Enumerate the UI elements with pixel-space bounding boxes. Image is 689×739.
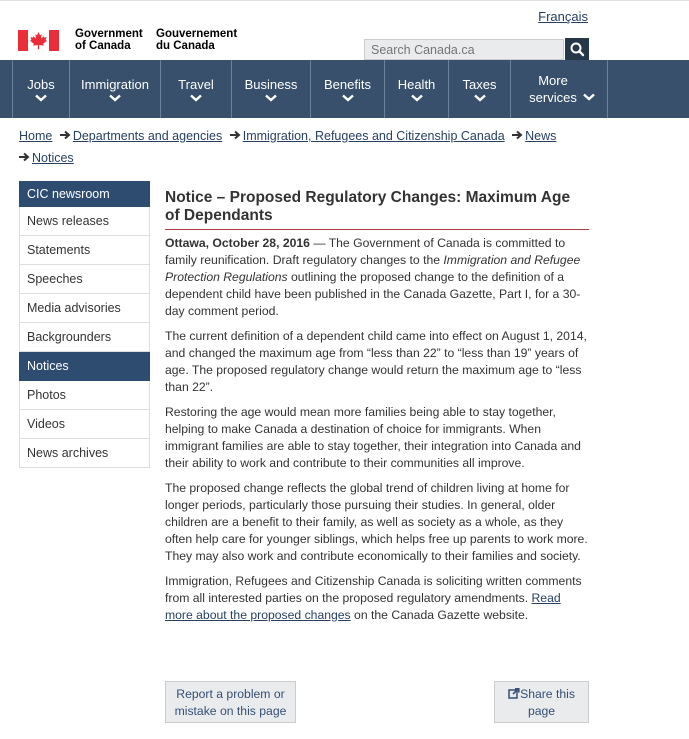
sidebar-newsroom [19,181,150,468]
chevron-down-icon [35,94,47,102]
chevron-down-icon [190,94,202,102]
share-icon [508,688,520,699]
nav-item-label: Health [397,76,436,92]
nav-item-taxes[interactable] [448,60,510,118]
regulation-title: Immigration and Refugee Protection Regulations [165,253,581,284]
share-label: Share this page [520,687,575,718]
arrow-right-icon [19,152,30,162]
nav-item-immigration[interactable] [69,60,160,118]
paragraph-text: outlining the proposed change to the definition of a dependent child have been published in the Canada Gazette, Part I, for a 30-day comment period. [165,270,581,318]
nav-item-label: More services [529,73,577,105]
breadcrumb-news[interactable]: News [525,129,557,143]
sidebar-item-notices[interactable]: Notices [19,352,150,381]
breadcrumb [19,125,619,169]
nav-item-benefits[interactable] [310,60,384,118]
arrow-right-icon [512,130,523,140]
chevron-down-icon [109,94,121,102]
nav-item-label: Immigration [81,76,149,92]
signature-en-line2: of Canada [75,40,131,52]
sidebar-item-media-advisories[interactable]: Media advisories [19,294,150,323]
article-paragraph-3: Restoring the age would mean more families being able to stay together, helping to make Canada a destination of choice for immigrants. When immigrant families are able to stay together, their integration into Canada and their ability to work and contribute to their communities all improve. [165,405,581,470]
article-paragraph-5 [165,573,589,624]
signature-fr-line1: Gouvernement [156,28,238,40]
nav-item-label: Taxes [462,76,497,92]
sidebar-item-photos[interactable]: Photos [19,381,150,410]
chevron-down-icon [583,93,595,101]
arrow-right-icon [60,130,71,140]
chevron-down-icon [265,94,277,102]
chevron-down-icon [474,94,486,102]
nav-item-label: Jobs [27,76,55,92]
sidebar-item-statements[interactable]: Statements [19,236,150,265]
sidebar-item-news-releases[interactable]: News releases [19,207,150,236]
breadcrumb-departments[interactable]: Departments and agencies [72,129,223,143]
report-problem-button[interactable]: Report a problem or mistake on this page [165,681,296,723]
sidebar-item-backgrounders[interactable]: Backgrounders [19,323,150,352]
sidebar-item-news-archives[interactable]: News archives [19,439,150,468]
article-paragraph-4: The proposed change reflects the global trend of children living at home for longer periods, particularly those pursuing their studies. In general, older children are a benefit to their family, as well as society as a whole, as they often help care for younger siblings, which helps free up parents to work more. They may also work and contribute economically to their families and society. [165,481,588,563]
breadcrumb-ircc[interactable]: Immigration, Refugees and Citizenship Canada [242,129,505,143]
sidebar-title[interactable]: CIC newsroom [19,181,150,207]
paragraph-text: — The Government of Canada is committed to family reunification. Draft regulatory changes to the [165,236,566,267]
breadcrumb-home[interactable]: Home [19,129,53,143]
nav-item-label: Benefits [324,76,371,92]
arrow-right-icon [230,130,241,140]
article-paragraph-1 [165,235,589,320]
signature-fr-line2: du Canada [156,40,215,52]
government-signature-en[interactable] [75,28,143,52]
nav-item-business[interactable] [231,60,310,118]
search-icon [565,38,589,61]
article [165,189,589,624]
chevron-down-icon [411,94,423,102]
read-more-link[interactable]: Read more about the proposed changes [165,591,561,622]
signature-en-line1: Government [75,28,143,40]
page-title: Notice – Proposed Regulatory Changes: Maximum Age of Dependants [165,189,589,230]
nav-item-more-services[interactable] [510,60,608,118]
government-signature-fr[interactable] [156,28,237,52]
nav-item-travel[interactable] [160,60,231,118]
nav-item-label: Business [244,76,298,92]
chevron-down-icon [342,94,354,102]
search-input[interactable] [364,39,564,60]
nav-item-health[interactable] [384,60,448,118]
breadcrumb-notices[interactable]: Notices [32,151,74,165]
canada-flag-icon[interactable] [18,30,59,51]
dateline: Ottawa, October 28, 2016 [165,236,310,250]
top-divider [0,0,689,1]
nav-item-jobs[interactable] [12,60,69,118]
main-navigation [0,60,689,118]
language-toggle-link[interactable]: Français [538,9,588,24]
article-paragraph-2: The current definition of a dependent child came into effect on August 1, 2014, and changed the maximum age from “less than 22” to “less than 19” years of age. The proposed regulatory change would return the maximum age to “less than 22”. [165,329,587,394]
paragraph-text: Immigration, Refugees and Citizenship Canada is soliciting written comments from all interested parties on the proposed regulatory amendments. [165,574,582,605]
sidebar-item-videos[interactable]: Videos [19,410,150,439]
share-page-button[interactable] [494,681,589,723]
nav-item-label: Travel [178,76,214,92]
search-button[interactable] [565,38,589,61]
paragraph-text: on the Canada Gazette website. [350,608,529,622]
sidebar-item-speeches[interactable]: Speeches [19,265,150,294]
